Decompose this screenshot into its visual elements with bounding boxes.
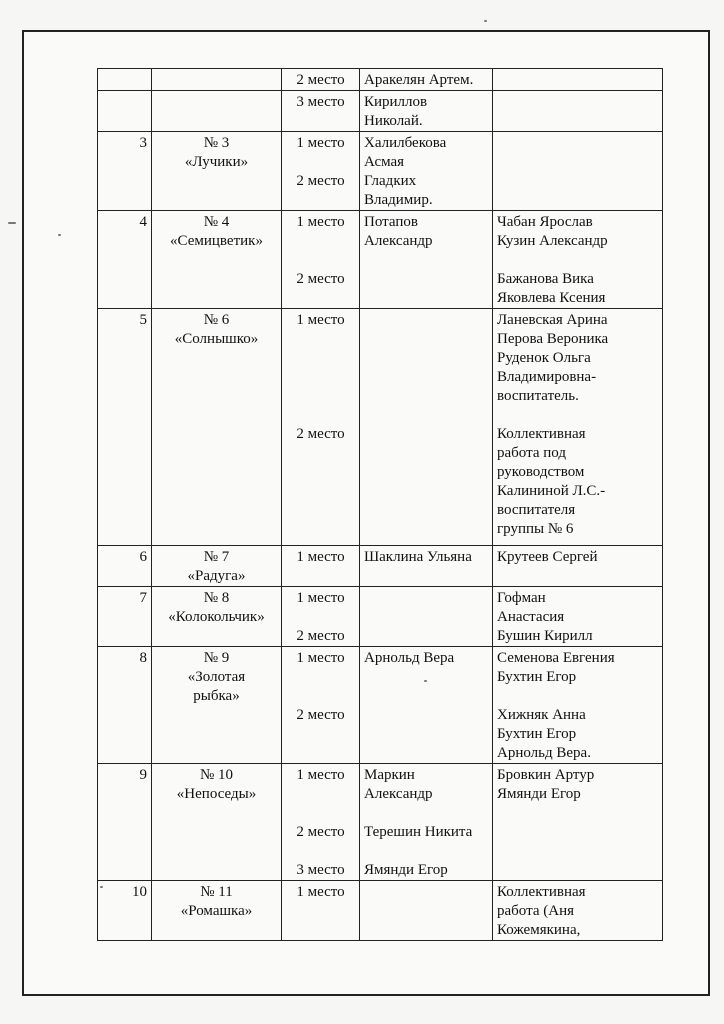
participant-names-cell bbox=[493, 91, 663, 132]
group-name-line: «Солнышко» bbox=[174, 331, 259, 347]
winner-names-line: Шаклина Ульяна bbox=[364, 549, 472, 565]
winner-names-cell bbox=[360, 91, 493, 132]
group-name-cell bbox=[152, 546, 282, 587]
winner-names-line: Ямянди Егор bbox=[364, 862, 448, 878]
table-row bbox=[98, 764, 663, 881]
place-column-line bbox=[286, 608, 355, 627]
place-column-line: 3 место bbox=[296, 862, 345, 878]
row-number: 10 bbox=[132, 884, 147, 900]
table-row bbox=[98, 881, 663, 941]
group-name-line: рыбка» bbox=[193, 688, 240, 704]
table-row bbox=[98, 69, 663, 91]
group-name-cell bbox=[152, 764, 282, 881]
group-name-line: № 10 bbox=[199, 767, 234, 783]
winner-names-line: Халилбекова bbox=[364, 135, 447, 151]
participant-names-line: воспитателя bbox=[497, 502, 576, 518]
winner-names-line: Гладких bbox=[364, 173, 417, 189]
group-name-line: «Колокольчик» bbox=[168, 609, 265, 625]
group-name-line: № 4 bbox=[203, 214, 230, 230]
place-column-line bbox=[286, 330, 355, 349]
winner-names-cell bbox=[360, 309, 493, 546]
row-number-cell bbox=[98, 91, 152, 132]
winner-names-line: Кириллов bbox=[364, 94, 428, 110]
place-column-cell bbox=[282, 132, 360, 211]
place-column-cell bbox=[282, 881, 360, 941]
place-column-cell bbox=[282, 309, 360, 546]
winner-names-line: Арнольд Вера bbox=[364, 650, 455, 666]
row-number-cell bbox=[98, 881, 152, 941]
place-column-cell bbox=[282, 546, 360, 587]
place-column-line: 2 место bbox=[296, 72, 345, 88]
group-name-cell bbox=[152, 587, 282, 647]
winner-names-cell bbox=[360, 211, 493, 309]
results-table-body bbox=[98, 69, 663, 941]
participant-names-cell bbox=[493, 69, 663, 91]
place-column-line: 2 место bbox=[296, 707, 345, 723]
participant-names-line: Анастасия bbox=[497, 609, 565, 625]
participant-names-cell bbox=[493, 309, 663, 546]
row-number: 9 bbox=[139, 767, 147, 783]
participant-names-line: Арнольд Вера. bbox=[497, 745, 591, 761]
participant-names-cell bbox=[493, 211, 663, 309]
place-column-line bbox=[286, 842, 355, 861]
participant-names-cell bbox=[493, 546, 663, 587]
place-column-line: 1 место bbox=[296, 135, 345, 151]
place-column-line: 1 место bbox=[296, 884, 345, 900]
participant-names-cell bbox=[493, 587, 663, 647]
place-column-line: 1 место bbox=[296, 549, 345, 565]
participant-names-cell bbox=[493, 132, 663, 211]
participant-names-line bbox=[497, 251, 658, 270]
winner-names-cell bbox=[360, 132, 493, 211]
row-number-cell bbox=[98, 132, 152, 211]
participant-names-line bbox=[497, 687, 658, 706]
participant-names-line: Коллективная bbox=[497, 884, 586, 900]
winner-names-cell bbox=[360, 69, 493, 91]
place-column-line: 1 место bbox=[296, 214, 345, 230]
winner-names-cell bbox=[360, 546, 493, 587]
group-name-line: «Золотая bbox=[187, 669, 246, 685]
winner-names-line bbox=[364, 842, 488, 861]
participant-names-line: Бушин Кирилл bbox=[497, 628, 593, 644]
participant-names-cell bbox=[493, 881, 663, 941]
participant-names-line bbox=[497, 406, 658, 425]
row-number-cell bbox=[98, 309, 152, 546]
row-number-cell bbox=[98, 647, 152, 764]
participant-names-line: Калининой Л.С.- bbox=[497, 483, 606, 499]
winner-names-cell bbox=[360, 881, 493, 941]
results-table bbox=[97, 68, 663, 941]
participant-names-line: Бухтин Егор bbox=[497, 669, 577, 685]
place-column-line: 2 место bbox=[296, 824, 345, 840]
winner-names-line: Потапов bbox=[364, 214, 418, 230]
group-name-line: № 8 bbox=[203, 590, 230, 606]
group-name-line: № 7 bbox=[203, 549, 230, 565]
place-column-cell bbox=[282, 211, 360, 309]
place-column-line bbox=[286, 785, 355, 804]
participant-names-line: Гофман bbox=[497, 590, 546, 606]
group-name-line: № 9 bbox=[203, 650, 230, 666]
group-name-cell bbox=[152, 132, 282, 211]
winner-names-line: Николай. bbox=[364, 113, 423, 129]
participant-names-line: Кузин Александр bbox=[497, 233, 608, 249]
place-column-line: 2 место bbox=[296, 173, 345, 189]
row-number-cell bbox=[98, 587, 152, 647]
place-column-cell bbox=[282, 764, 360, 881]
place-column-line: 1 место bbox=[296, 590, 345, 606]
participant-names-line: Ямянди Егор bbox=[497, 786, 581, 802]
place-column-line: 2 место bbox=[296, 628, 345, 644]
place-column-line bbox=[286, 232, 355, 251]
row-number-cell bbox=[98, 69, 152, 91]
row-number: 7 bbox=[139, 590, 147, 606]
row-number-cell bbox=[98, 546, 152, 587]
group-name-cell bbox=[152, 881, 282, 941]
participant-names-line: Коллективная bbox=[497, 426, 586, 442]
winner-names-line: Аракелян Артем. bbox=[364, 72, 474, 88]
participant-names-line: Бухтин Егор bbox=[497, 726, 577, 742]
group-name-cell bbox=[152, 69, 282, 91]
table-row bbox=[98, 647, 663, 764]
group-name-line: «Радуга» bbox=[187, 568, 246, 584]
participant-names-line: группы № 6 bbox=[497, 521, 574, 537]
winner-names-line: Терешин Никита bbox=[364, 824, 473, 840]
place-column-line bbox=[286, 804, 355, 823]
participant-names-cell bbox=[493, 764, 663, 881]
place-column-line bbox=[286, 153, 355, 172]
scan-speck bbox=[58, 234, 61, 236]
place-column-line: 1 место bbox=[296, 312, 345, 328]
group-name-line: № 3 bbox=[203, 135, 230, 151]
table-row bbox=[98, 91, 663, 132]
place-column-line: 2 место bbox=[296, 271, 345, 287]
table-row bbox=[98, 546, 663, 587]
scan-speck bbox=[8, 222, 16, 224]
row-number: 6 bbox=[139, 549, 147, 565]
winner-names-line: Александр bbox=[364, 786, 433, 802]
place-column-line: 1 место bbox=[296, 650, 345, 666]
participant-names-line: работа (Аня bbox=[497, 903, 574, 919]
participant-names-line: воспитатель. bbox=[497, 388, 579, 404]
winner-names-cell bbox=[360, 647, 493, 764]
participant-names-cell bbox=[493, 647, 663, 764]
participant-names-line: Семенова Евгения bbox=[497, 650, 615, 666]
participant-names-line: Перова Вероника bbox=[497, 331, 609, 347]
row-number-cell bbox=[98, 211, 152, 309]
participant-names-line: Руденок Ольга bbox=[497, 350, 591, 366]
place-column-cell bbox=[282, 647, 360, 764]
participant-names-line: Хижняк Анна bbox=[497, 707, 586, 723]
row-number: 3 bbox=[139, 135, 147, 151]
winner-names-line bbox=[364, 804, 488, 823]
table-row bbox=[98, 132, 663, 211]
group-name-line: «Лучики» bbox=[184, 154, 249, 170]
participant-names-line: Яковлева Ксения bbox=[497, 290, 606, 306]
row-number: 5 bbox=[139, 312, 147, 328]
table-row bbox=[98, 587, 663, 647]
group-name-line: № 6 bbox=[203, 312, 230, 328]
place-column-line bbox=[286, 349, 355, 368]
place-column-line bbox=[286, 406, 355, 425]
row-number: 4 bbox=[139, 214, 147, 230]
participant-names-line: Бажанова Вика bbox=[497, 271, 594, 287]
row-number bbox=[102, 93, 147, 112]
participant-names-line: Чабан Ярослав bbox=[497, 214, 593, 230]
group-name-cell bbox=[152, 647, 282, 764]
row-number-cell bbox=[98, 764, 152, 881]
group-name-line: «Ромашка» bbox=[180, 903, 253, 919]
group-name-line: «Семицветик» bbox=[170, 233, 263, 249]
group-name-cell bbox=[152, 211, 282, 309]
place-column-line: 3 место bbox=[296, 94, 345, 110]
participant-names-line: Бровкин Артур bbox=[497, 767, 595, 783]
place-column-cell bbox=[282, 587, 360, 647]
participant-names-line: Владимировна- bbox=[497, 369, 597, 385]
group-name-line: «Непоседы» bbox=[176, 786, 257, 802]
place-column-line: 2 место bbox=[296, 426, 345, 442]
participant-names-line: Крутеев Сергей bbox=[497, 549, 598, 565]
participant-names-line: Кожемякина, bbox=[497, 922, 581, 938]
winner-names-line: Маркин bbox=[364, 767, 415, 783]
group-name-cell bbox=[152, 91, 282, 132]
winner-names-cell bbox=[360, 764, 493, 881]
table-row bbox=[98, 309, 663, 546]
winner-names-line: Асмая bbox=[364, 154, 405, 170]
row-number: 8 bbox=[139, 650, 147, 666]
place-column-cell bbox=[282, 69, 360, 91]
group-name-cell bbox=[152, 309, 282, 546]
group-name-line: № 11 bbox=[200, 884, 233, 900]
scan-speck bbox=[484, 20, 487, 22]
place-column-line bbox=[286, 668, 355, 687]
participant-names-line: Ланевская Арина bbox=[497, 312, 608, 328]
winner-names-line: Владимир. bbox=[364, 192, 433, 208]
row-number bbox=[102, 71, 147, 90]
place-column-line bbox=[286, 368, 355, 387]
place-column-line bbox=[286, 251, 355, 270]
table-row bbox=[98, 211, 663, 309]
participant-names-line: руководством bbox=[497, 464, 585, 480]
place-column-cell bbox=[282, 91, 360, 132]
place-column-line: 1 место bbox=[296, 767, 345, 783]
winner-names-cell bbox=[360, 587, 493, 647]
place-column-line bbox=[286, 687, 355, 706]
winner-names-line: Александр bbox=[364, 233, 433, 249]
place-column-line bbox=[286, 387, 355, 406]
participant-names-line: работа под bbox=[497, 445, 566, 461]
